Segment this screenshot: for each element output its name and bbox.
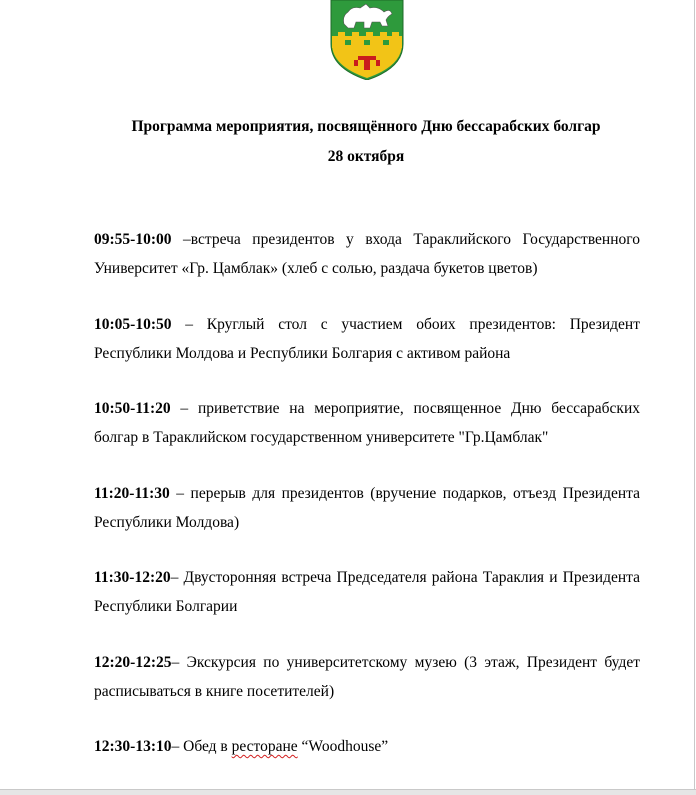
spellcheck-flagged-word[interactable]: ресторане bbox=[231, 738, 298, 755]
schedule-item bbox=[94, 479, 640, 537]
schedule-time: 11:30-12:20 bbox=[94, 569, 171, 586]
taraclia-coat-of-arms-icon bbox=[330, 0, 404, 80]
schedule-item bbox=[94, 225, 640, 283]
schedule-text: – Двусторонняя встреча Председателя района Тараклия и Президента Республики Болгарии bbox=[94, 569, 640, 615]
schedule-text: – Обед в bbox=[171, 738, 232, 755]
page-title: Программа мероприятия, посвящённого Дню бессарабских болгар bbox=[131, 118, 601, 135]
schedule-item bbox=[94, 394, 640, 452]
schedule-time: 10:50-11:20 bbox=[94, 400, 171, 417]
schedule-text: – приветствие на мероприятие, посвященное Дню бессарабских болгар в Тараклийском государственном университете "Гр.Цамблак" bbox=[94, 400, 640, 446]
schedule-time: 11:20-11:30 bbox=[94, 485, 170, 502]
schedule-text: –встреча президентов у входа Тараклийского Государственного Университет «Гр. Цамблак» (хлеб с солью, раздача букетов цветов) bbox=[94, 231, 640, 277]
schedule-item bbox=[94, 310, 640, 368]
schedule-text: – Экскурсия по университетскому музею (3 этаж, Президент будет расписываться в книге посетителей) bbox=[94, 654, 640, 700]
page-bottom-edge bbox=[0, 789, 696, 795]
schedule-text: – перерыв для президентов (вручение подарков, отъезд Президента Республики Молдова) bbox=[94, 485, 640, 531]
schedule-time: 10:05-10:50 bbox=[94, 316, 172, 333]
schedule-time: 12:20-12:25 bbox=[94, 654, 172, 671]
schedule-time: 12:30-13:10 bbox=[94, 738, 172, 755]
schedule-item bbox=[94, 563, 640, 621]
schedule-text: “Woodhouse” bbox=[297, 738, 389, 755]
event-date: 28 октября bbox=[327, 148, 405, 165]
schedule-item bbox=[94, 732, 640, 761]
schedule-item bbox=[94, 648, 640, 706]
schedule-time: 09:55-10:00 bbox=[94, 231, 172, 248]
schedule-text: – Круглый стол с участием обоих президентов: Президент Республики Молдова и Республики Болгария с активом района bbox=[94, 316, 640, 362]
